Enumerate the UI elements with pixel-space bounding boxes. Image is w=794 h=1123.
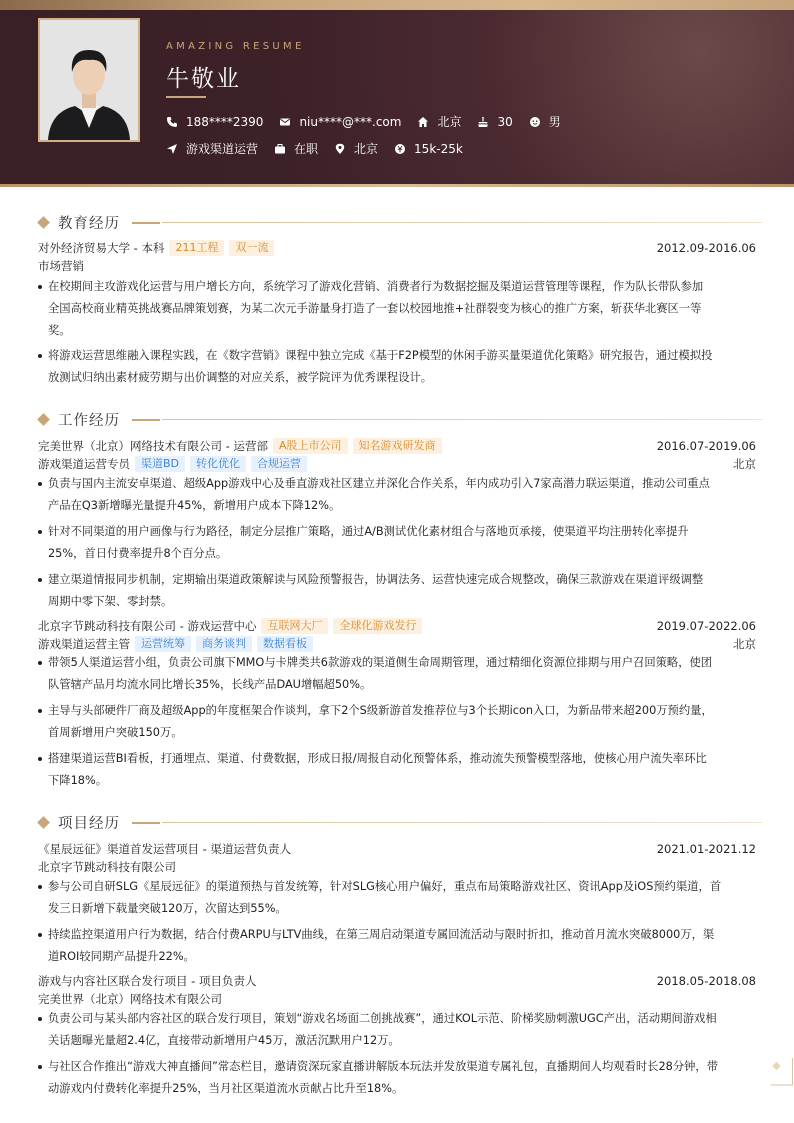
bullet-dot [38, 661, 42, 665]
briefcase-icon [274, 143, 286, 155]
company-line: 完美世界（北京）网络技术有限公司 - 运营部 [38, 439, 268, 453]
bullet-line: 周期中零下架、零封禁。 [48, 595, 173, 608]
contact-row [166, 113, 577, 130]
title-fade-line [162, 419, 762, 420]
diamond-icon [37, 216, 50, 229]
tag: 互联网大厂 [261, 618, 328, 634]
section-title: 项目经历 [58, 816, 120, 832]
section-title: 工作经历 [58, 413, 120, 429]
list-item [38, 473, 756, 517]
section-work-header [37, 409, 762, 430]
bullet-dot [38, 709, 42, 713]
bullet-line: 队管辖产品月均流水同比增长35%，长线产品DAU增幅超50%。 [48, 678, 372, 691]
home-icon [417, 116, 429, 128]
title-fade-line [162, 822, 762, 823]
email-item [279, 115, 401, 129]
email-icon [279, 116, 291, 128]
send-icon [166, 143, 178, 155]
bullet-line: 针对不同渠道的用户画像与行为路径，制定分层推广策略，通过A/B测试优化素材组合与落地页承接，使渠道平均注册转化率提升 [48, 525, 689, 538]
list-item [38, 345, 756, 389]
project-name: 游戏与内容社区联合发行项目 - 项目负责人 [38, 974, 257, 988]
bullet-line: 动游戏内付费转化率提升25%，当月社区渠道流水贡献占比升至18%。 [48, 1082, 404, 1095]
bullet-dot [38, 885, 42, 889]
tag: 全球化游戏发行 [333, 618, 422, 634]
top-accent-bar [0, 0, 794, 10]
salary-item [394, 142, 463, 156]
bullet-line: 25%，首日付费率提升8个百分点。 [48, 547, 228, 560]
list-item [38, 876, 756, 920]
list-item [38, 521, 756, 565]
period: 2019.07-2022.06 [656, 619, 756, 633]
bullet-line: 建立渠道情报同步机制，定期输出渠道政策解读与风险预警报告，协调法务、运营快速完成合规整改，确保三款游戏在渠道评级调整 [48, 573, 704, 586]
status-item [274, 140, 318, 157]
hometown: 北京 [437, 115, 462, 129]
phone-item [166, 115, 263, 129]
project-header [38, 973, 756, 989]
header-divider [0, 184, 794, 187]
corner-ornament-icon [769, 1058, 793, 1086]
target-role: 游戏渠道运营 [186, 142, 259, 156]
job-role-line [38, 456, 756, 472]
hometown-item [417, 113, 461, 130]
gender: 男 [548, 115, 561, 129]
bullet-line: 下降18%。 [48, 774, 108, 787]
project-name: 《星辰远征》渠道首发运营项目 - 渠道运营负责人 [38, 842, 291, 856]
bullet-line: 奖。 [48, 324, 71, 337]
title-accent-line [132, 419, 160, 421]
bullet-line: 负责公司与某头部内容社区的联合发行项目，策划“游戏名场面二创挑战赛”，通过KOL示范、阶梯奖励刺激UGC产出，活动期间游戏相 [48, 1012, 717, 1025]
project-company: 完美世界（北京）网络技术有限公司 [38, 992, 222, 1006]
diamond-icon [37, 413, 50, 426]
money-icon [394, 143, 406, 155]
name-underline [166, 96, 206, 98]
bullet-dot [38, 530, 42, 534]
period: 2016.07-2019.06 [656, 439, 756, 453]
tag: 211工程 [169, 240, 224, 256]
bullet-dot [38, 757, 42, 761]
city: 北京 [733, 637, 756, 651]
age: 30 [497, 114, 513, 129]
list-item [38, 276, 756, 342]
user-icon [529, 116, 541, 128]
bullet-line: 全国高校商业精英挑战赛品牌策划赛，为某二次元手游量身打造了一套以校园地推+社群裂变为核心的推广方案，斩获华北赛区一等 [48, 302, 702, 315]
bullet-dot [38, 354, 42, 358]
bullet-line: 放测试归纳出素材疲劳期与出价调整的对应关系，被学院评为优秀课程设计。 [48, 371, 433, 384]
bullet-line: 负责与国内主流安卓渠道、超级App游戏中心及垂直游戏社区建立并深化合作关系，年内成功引入7家高潜力联运渠道，推动公司重点 [48, 477, 710, 490]
candidate-name: 牛敬业 [166, 66, 241, 92]
tag: 双一流 [229, 240, 274, 256]
expected-salary: 15k-25k [414, 141, 463, 156]
preferred-location: 北京 [354, 142, 379, 156]
list-item [38, 700, 756, 744]
tag: 运营统筹 [135, 636, 191, 652]
bullet-line: 与社区合作推出“游戏大神直播间”常态栏目，邀请资深玩家直播讲解版本玩法并发放渠道专属礼包，直播期间人均观看时长28分钟，带 [48, 1060, 719, 1073]
bullet-line: 参与公司自研SLG《星辰远征》的渠道预热与首发统筹，针对SLG核心用户偏好，重点布局策略游戏社区、资讯App及iOS预约渠道，首 [48, 880, 722, 893]
diamond-icon [37, 816, 50, 829]
job-header [38, 438, 756, 454]
bullet-dot [38, 1065, 42, 1069]
job-intent-row [166, 140, 479, 157]
major: 市场营销 [38, 259, 84, 273]
bullet-line: 产品在Q3新增曝光量提升45%，新增用户成本下降12%。 [48, 499, 341, 512]
tag: 转化优化 [190, 456, 246, 472]
list-item [38, 569, 756, 613]
section-projects-header [37, 812, 762, 833]
email-address: niu****@***.com [299, 114, 402, 129]
tag: 渠道BD [135, 456, 185, 472]
education-entry-header [38, 240, 756, 256]
tag: A股上市公司 [273, 438, 348, 454]
bullet-line: 搭建渠道运营BI看板，打通埋点、渠道、付费数据，形成日报/周报自动化预警体系，推动流失预警模型落地，使核心用户流失率环比 [48, 752, 707, 765]
tag: 知名游戏研发商 [353, 438, 442, 454]
bullet-line: 首周新增用户突破150万。 [48, 726, 183, 739]
major-line [38, 258, 756, 274]
project-company: 北京字节跳动科技有限公司 [38, 860, 176, 874]
bullet-line: 道ROI较同期产品提升22%。 [48, 950, 195, 963]
bullet-dot [38, 933, 42, 937]
bullet-dot [38, 1017, 42, 1021]
title-fade-line [162, 222, 762, 223]
project-company-line [38, 859, 756, 875]
school-line: 对外经济贸易大学 - 本科 [38, 241, 165, 255]
bullet-dot [38, 578, 42, 582]
age-item [477, 115, 512, 129]
role: 游戏渠道运营主管 [38, 637, 130, 651]
gender-item [529, 113, 561, 130]
job-role-line [38, 636, 756, 652]
tag: 数据看板 [257, 636, 313, 652]
bullet-line: 带领5人渠道运营小组，负责公司旗下MMO与卡牌类共6款游戏的渠道侧生命周期管理，通过精细化资源位排期与用户召回策略，使团 [48, 656, 713, 669]
company-line: 北京字节跳动科技有限公司 - 游戏运营中心 [38, 619, 257, 633]
bullet-dot [38, 285, 42, 289]
project-company-line [38, 991, 756, 1007]
bullet-line: 将游戏运营思维融入课程实践，在《数字营销》课程中独立完成《基于F2P模型的休闲手游买量渠道优化策略》研究报告，通过模拟投 [48, 349, 713, 362]
section-education-header [37, 212, 762, 233]
target-role-item [166, 140, 258, 157]
period: 2018.05-2018.08 [656, 974, 756, 988]
profile-photo [40, 20, 138, 140]
list-item [38, 1008, 756, 1052]
tag: 合规运营 [251, 456, 307, 472]
phone-number: 188****2390 [186, 114, 264, 129]
location-item [334, 140, 378, 157]
list-item [38, 1056, 756, 1100]
period: 2021.01-2021.12 [656, 842, 756, 856]
bullet-dot [38, 482, 42, 486]
project-header [38, 841, 756, 857]
tagline: AMAZING RESUME [166, 41, 305, 52]
list-item [38, 924, 756, 968]
bullet-line: 发三日新增下载量突破120万，次留达到55%。 [48, 902, 287, 915]
job-header [38, 618, 756, 634]
list-item [38, 748, 756, 792]
phone-icon [166, 116, 178, 128]
title-accent-line [132, 822, 160, 824]
city: 北京 [733, 457, 756, 471]
bullet-line: 主导与头部硬件厂商及超级App的年度框架合作谈判，拿下2个S级新游首发推荐位与3个长期icon入口，为新品带来超200万预约量， [48, 704, 713, 717]
bullet-line: 在校期间主攻游戏化运营与用户增长方向，系统学习了游戏化营销、消费者行为数据挖掘及渠道运营管理等课程，作为队长带队参加 [48, 280, 704, 293]
avatar [38, 18, 140, 142]
cake-icon [477, 116, 489, 128]
bullet-line: 关话题曝光量超2.4亿，直接带动新增用户45万，激活沉默用户12万。 [48, 1034, 400, 1047]
location-pin-icon [334, 143, 346, 155]
section-title: 教育经历 [58, 216, 120, 232]
bullet-line: 持续监控渠道用户行为数据，结合付费ARPU与LTV曲线，在第三周启动渠道专属回流活动与限时折扣，推动首月流水突破8000万，渠 [48, 928, 715, 941]
period: 2012.09-2016.06 [656, 241, 756, 255]
tag: 商务谈判 [196, 636, 252, 652]
title-accent-line [132, 222, 160, 224]
employment-status: 在职 [294, 142, 319, 156]
role: 游戏渠道运营专员 [38, 457, 130, 471]
list-item [38, 652, 756, 696]
